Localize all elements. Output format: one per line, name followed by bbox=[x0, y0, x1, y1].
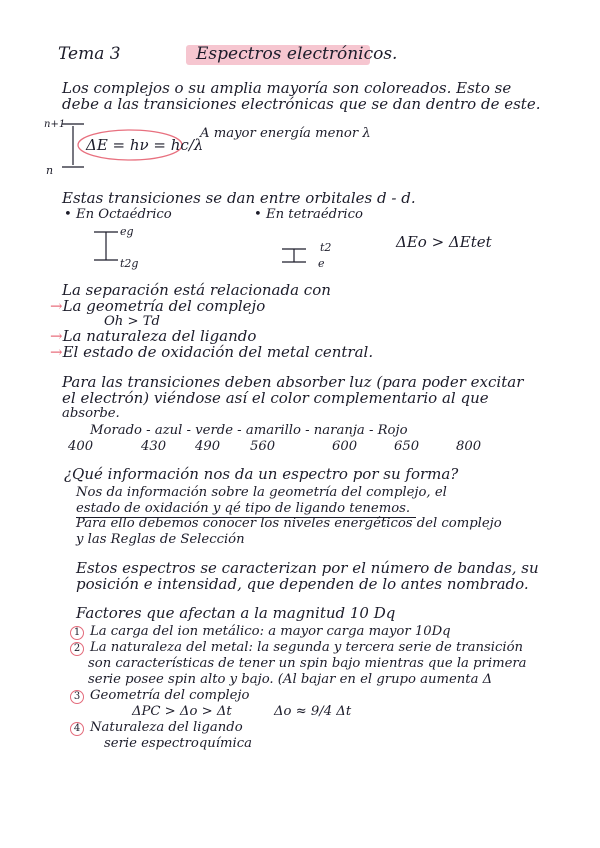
separation-item-3: →El estado de oxidación del metal central. bbox=[50, 343, 374, 361]
spectra-line-1: Estos espectros se caracterizan por el número de bandas, su bbox=[76, 559, 539, 577]
factor-3: 3 Geometría del complejo bbox=[70, 688, 249, 704]
tetrahedral-label: • En tetraédrico bbox=[254, 207, 363, 222]
level-upper-label: n+1 bbox=[44, 119, 66, 130]
wavelength-430: 430 bbox=[141, 439, 167, 454]
question-line-4: Para ello debemos conocer los niveles energéticos del complejo bbox=[76, 516, 502, 531]
wavelength-400: 400 bbox=[68, 439, 94, 454]
factors-header: Factores que afectan a la magnitud 10 Dq bbox=[76, 604, 396, 622]
separation-sub: Oh > Td bbox=[104, 314, 160, 329]
wavelength-650: 650 bbox=[394, 439, 420, 454]
separation-item-2: →La naturaleza del ligando bbox=[50, 327, 257, 345]
topic-title: Espectros electrónicos. bbox=[196, 44, 398, 64]
spectra-line-2: posición e intensidad, que dependen de lo antes nombrado. bbox=[76, 575, 529, 593]
transitions-header: Estas transiciones se dan entre orbitales d - d. bbox=[62, 189, 416, 207]
tet-lower-label: e bbox=[318, 257, 325, 270]
separation-header: La separación está relacionada con bbox=[62, 281, 331, 299]
separation-item-1: →La geometría del complejo bbox=[50, 297, 266, 315]
factor-4: 4 Naturaleza del ligando bbox=[70, 720, 243, 736]
oct-lower-label: t2g bbox=[120, 257, 139, 270]
intro-line-1: Los complejos o su amplia mayoría son coloreados. Esto se bbox=[62, 79, 512, 97]
factor-3-formula-2: Δo ≈ 9/4 Δt bbox=[274, 704, 352, 719]
factor-2: 2 La naturaleza del metal: la segunda y tercera serie de transición bbox=[70, 640, 523, 656]
factor-2-line-2: son características de tener un spin bajo mientras que la primera bbox=[88, 656, 527, 671]
level-lower-label: n bbox=[46, 164, 54, 177]
octahedral-label: • En Octaédrico bbox=[64, 207, 172, 222]
absorption-line-3: absorbe. bbox=[62, 406, 120, 421]
question-line-3: estado de oxidación y qé tipo de ligando tenemos. bbox=[76, 501, 411, 516]
wavelength-490: 490 bbox=[195, 439, 221, 454]
wavelength-800: 800 bbox=[456, 439, 482, 454]
wavelength-600: 600 bbox=[332, 439, 358, 454]
question-line-2: Nos da información sobre la geometría del complejo, el bbox=[76, 485, 447, 500]
absorption-line-1: Para las transiciones deben absorber luz (para poder excitar bbox=[62, 373, 524, 391]
energy-formula: ΔE = hν = hc/λ bbox=[86, 136, 204, 154]
question-line-1: ¿Qué información nos da un espectro por su forma? bbox=[64, 465, 459, 483]
factor-2-line-3: serie posee spin alto y bajo. (Al bajar en el grupo aumenta Δ bbox=[88, 672, 493, 687]
question-line-5: y las Reglas de Selección bbox=[76, 532, 245, 547]
energy-note: A mayor energía menor λ bbox=[200, 126, 371, 141]
wavelength-560: 560 bbox=[250, 439, 276, 454]
factor-4-extra: serie espectroquímica bbox=[104, 736, 252, 751]
oct-upper-label: eg bbox=[120, 225, 134, 238]
tet-upper-label: t2 bbox=[320, 241, 332, 254]
intro-line-2: debe a las transiciones electrónicas que se dan dentro de este. bbox=[62, 95, 541, 113]
absorption-line-2: el electrón) viéndose así el color complementario al que bbox=[62, 389, 489, 407]
topic-number: Tema 3 bbox=[58, 44, 121, 64]
factor-3-formula-1: ΔPC > Δo > Δt bbox=[132, 704, 232, 719]
color-sequence: Morado - azul - verde - amarillo - naranja - Rojo bbox=[90, 423, 408, 438]
factor-1: 1 La carga del ion metálico: a mayor carga mayor 10Dq bbox=[70, 624, 451, 640]
splitting-relation: ΔEo > ΔEtet bbox=[396, 233, 492, 251]
